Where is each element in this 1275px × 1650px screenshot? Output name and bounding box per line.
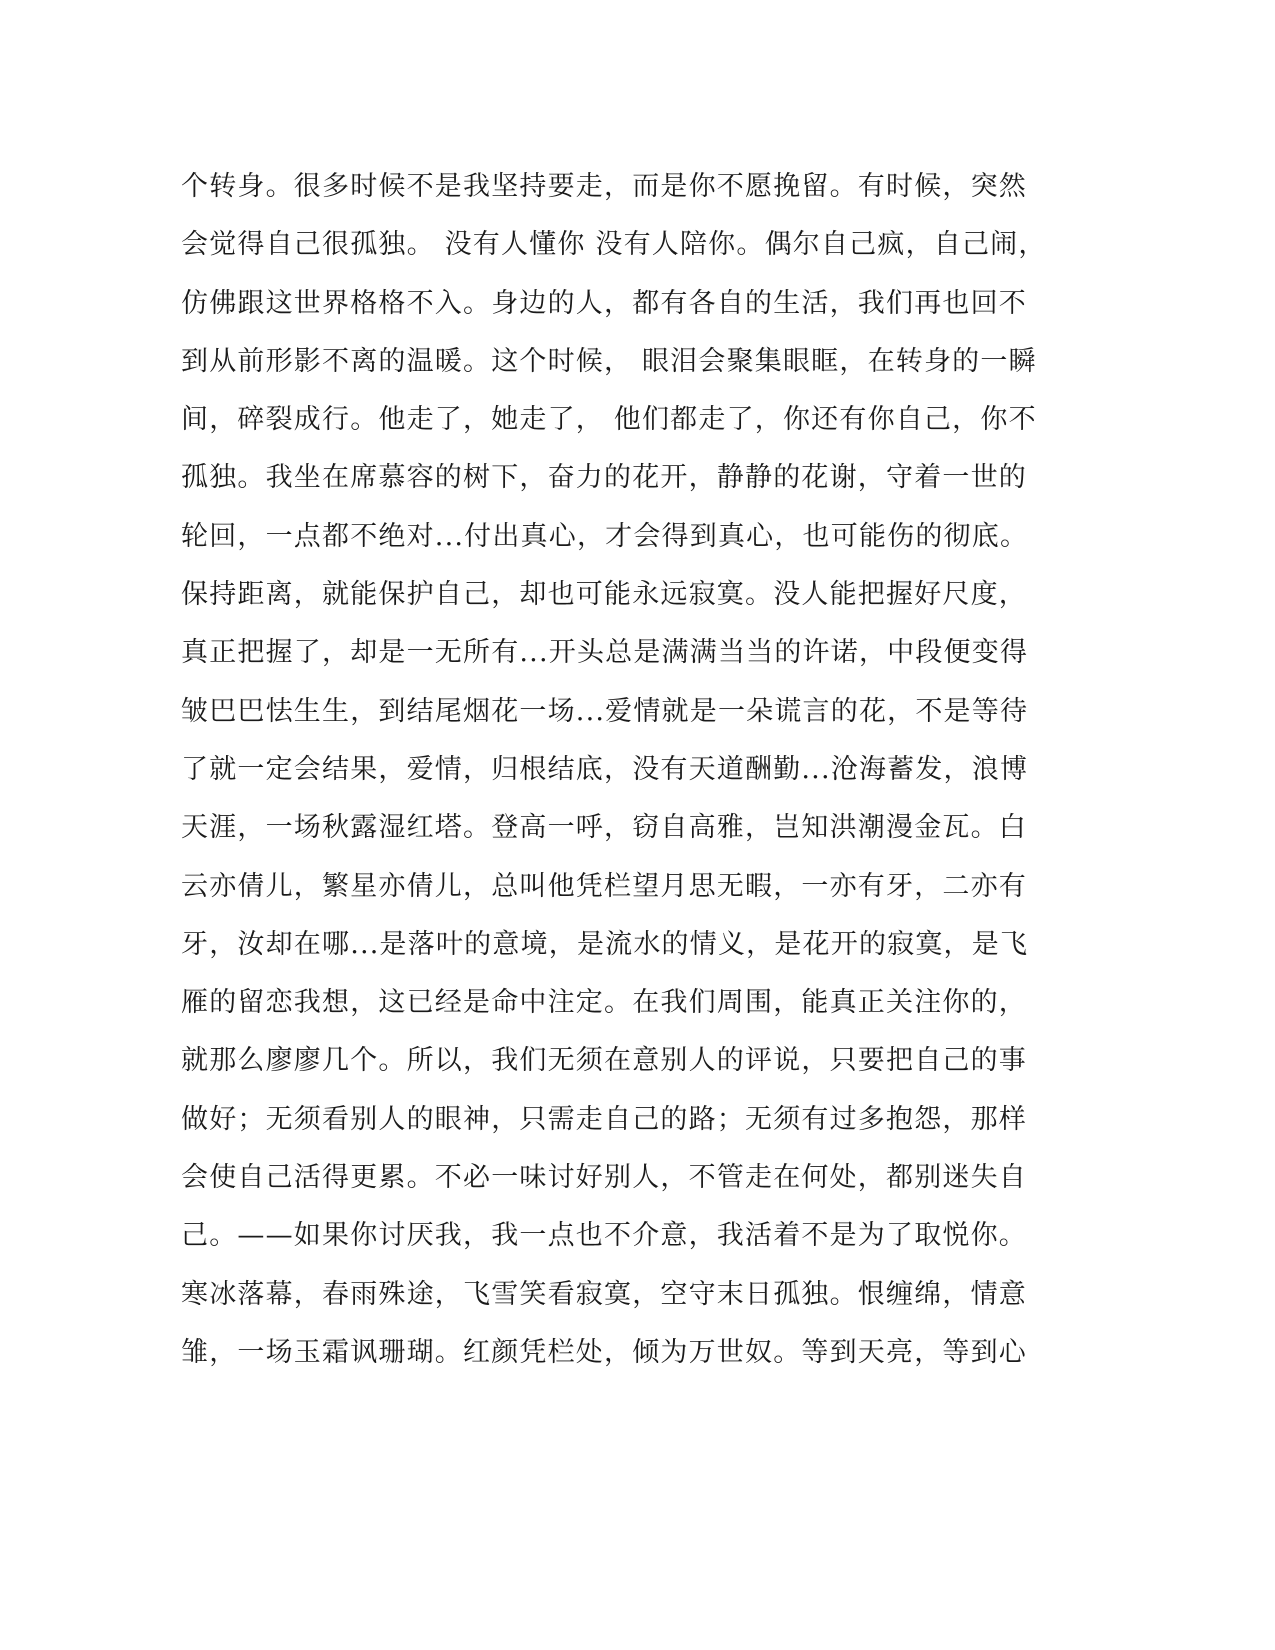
body-text bbox=[181, 158, 1061, 1382]
text-line-3: 仿佛跟这世界格格不入。身边的人，都有各自的生活，我们再也回不 bbox=[181, 287, 1027, 319]
text-line-5: 间，碎裂成行。他走了，她走了， 他们都走了，你还有你自己，你不 bbox=[181, 404, 1037, 436]
text-line-7: 轮回，一点都不绝对...付出真心，才会得到真心，也可能伤的彻底。 bbox=[181, 520, 1029, 552]
text-line-9: 真正把握了，却是一无所有...开头总是满满当当的许诺，中段便变得 bbox=[181, 637, 1029, 669]
text-line-18: 会使自己活得更累。不必一味讨好别人，不管走在何处，都别迷失自 bbox=[181, 1162, 1027, 1194]
text-line-6: 孤独。我坐在席慕容的树下，奋力的花开，静静的花谢，守着一世的 bbox=[181, 462, 1027, 494]
text-line-14: 牙，汝却在哪...是落叶的意境，是流水的情义，是花开的寂寞，是飞 bbox=[181, 928, 1029, 960]
text-line-12: 天涯，一场秋露湿红塔。登高一呼，窃自高雅，岂知洪潮漫金瓦。白 bbox=[181, 812, 1027, 844]
text-line-16: 就那么廖廖几个。所以，我们无须在意别人的评说，只要把自己的事 bbox=[181, 1045, 1027, 1077]
text-line-20: 寒冰落幕，春雨殊途，飞雪笑看寂寞，空守末日孤独。恨缠绵，情意 bbox=[181, 1278, 1027, 1310]
text-line-17: 做好；无须看别人的眼神，只需走自己的路；无须有过多抱怨，那样 bbox=[181, 1103, 1027, 1135]
text-line-19: 己。——如果你讨厌我，我一点也不介意，我活着不是为了取悦你。 bbox=[181, 1220, 1027, 1252]
text-line-13: 云亦倩儿，繁星亦倩儿，总叫他凭栏望月思无暇，一亦有牙，二亦有 bbox=[181, 870, 1027, 902]
text-line-4: 到从前形影不离的温暖。这个时候， 眼泪会聚集眼眶，在转身的一瞬 bbox=[181, 345, 1037, 377]
text-line-8: 保持距离，就能保护自己，却也可能永远寂寞。没人能把握好尺度， bbox=[181, 579, 1027, 611]
text-line-2: 会觉得自己很孤独。 没有人懂你 没有人陪你。偶尔自己疯，自己闹， bbox=[181, 229, 1047, 261]
text-line-11: 了就一定会结果，爱情，归根结底，没有天道酬勤...沧海蓄发，浪博 bbox=[181, 753, 1029, 785]
text-line-1: 个转身。很多时候不是我坚持要走，而是你不愿挽留。有时候，突然 bbox=[181, 171, 1027, 202]
text-line-10: 皱巴巴怯生生，到结尾烟花一场...爱情就是一朵谎言的花，不是等待 bbox=[181, 695, 1029, 727]
text-line-21: 雏，一场玉霜讽珊瑚。红颜凭栏处，倾为万世奴。等到天亮，等到心 bbox=[181, 1336, 1027, 1368]
text-line-15: 雁的留恋我想，这已经是命中注定。在我们周围，能真正关注你的， bbox=[181, 987, 1027, 1019]
